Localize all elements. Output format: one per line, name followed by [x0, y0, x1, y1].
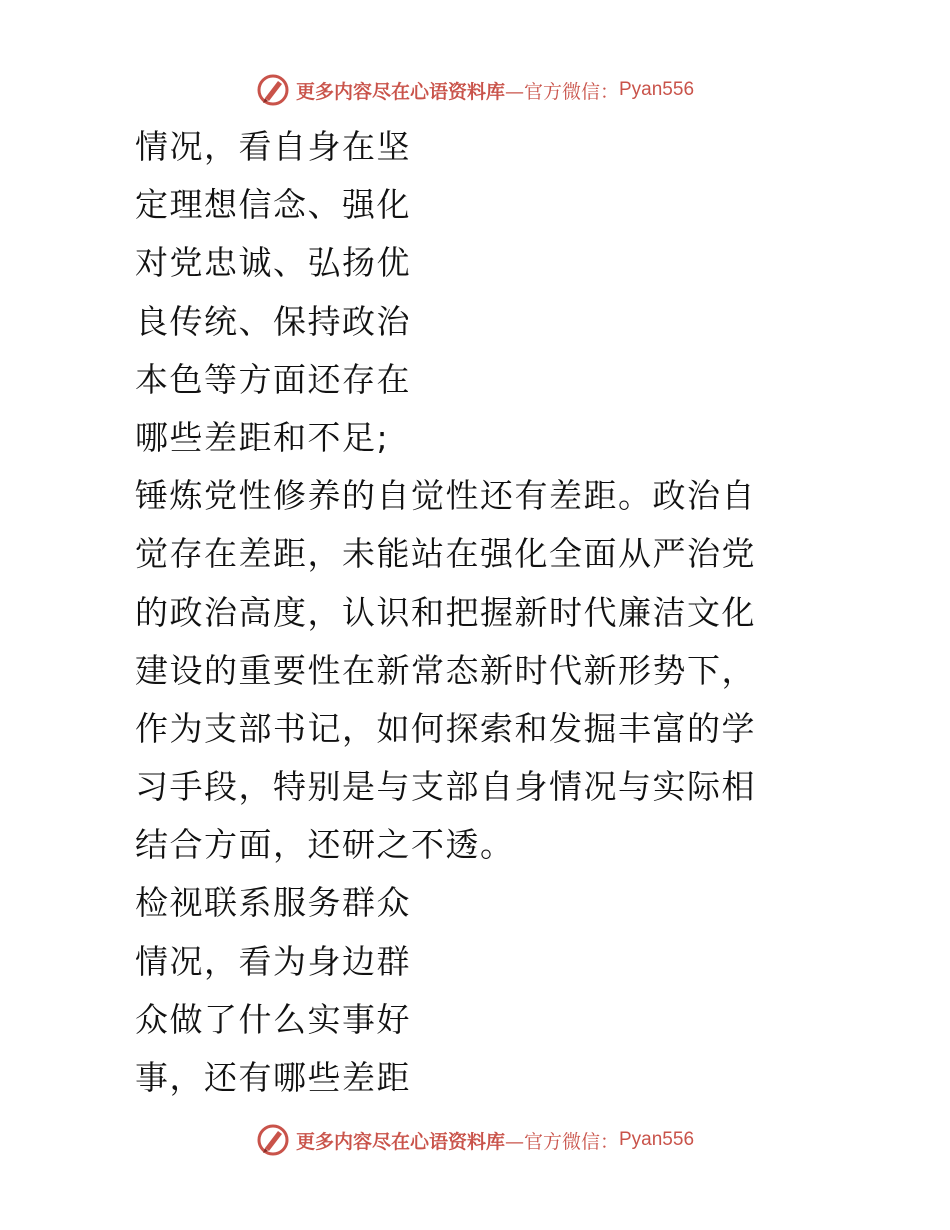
- text-line: 结合方面，还研之不透。: [135, 825, 515, 865]
- text-line: 建设的重要性在新常态新时代新形势下，: [135, 650, 756, 690]
- watermark-header: [0, 70, 950, 110]
- text-line: 众做了什么实事好: [135, 999, 411, 1039]
- text-line: 对党忠诚、弘扬优: [135, 243, 411, 283]
- watermark-handle: Pyan556: [619, 79, 695, 100]
- watermark-label: —官方微信：: [504, 80, 619, 103]
- pen-logo-icon: [256, 1123, 290, 1157]
- text-line: 检视联系服务群众: [135, 883, 411, 923]
- watermark-brand: 更多内容尽在心语资料库: [295, 80, 505, 103]
- pen-logo-icon: [256, 73, 290, 107]
- text-line: 本色等方面还存在: [135, 359, 411, 399]
- text-line: 习手段，特别是与支部自身情况与实际相: [135, 767, 756, 807]
- text-line: 作为支部书记，如何探索和发掘丰富的学: [135, 708, 756, 748]
- text-line: 事，还有哪些差距: [135, 1058, 411, 1097]
- document-body: [135, 118, 895, 1107]
- text-line: 良传统、保持政治: [135, 301, 411, 341]
- text-line: 定理想信念、强化: [135, 185, 411, 225]
- watermark-label: —官方微信：: [504, 1130, 619, 1153]
- text-line: 锤炼党性修养的自觉性还有差距。政治自: [135, 476, 756, 516]
- text-line: 觉存在差距，未能站在强化全面从严治党: [135, 534, 756, 574]
- text-line: 的政治高度，认识和把握新时代廉洁文化: [135, 592, 756, 632]
- watermark-brand: 更多内容尽在心语资料库: [295, 1130, 505, 1153]
- text-line: 哪些差距和不足;: [135, 417, 390, 457]
- watermark-footer: [0, 1120, 950, 1160]
- text-line: 情况，看自身在坚: [135, 127, 411, 166]
- text-line: 情况，看为身边群: [135, 941, 411, 981]
- watermark-handle: Pyan556: [619, 1129, 695, 1150]
